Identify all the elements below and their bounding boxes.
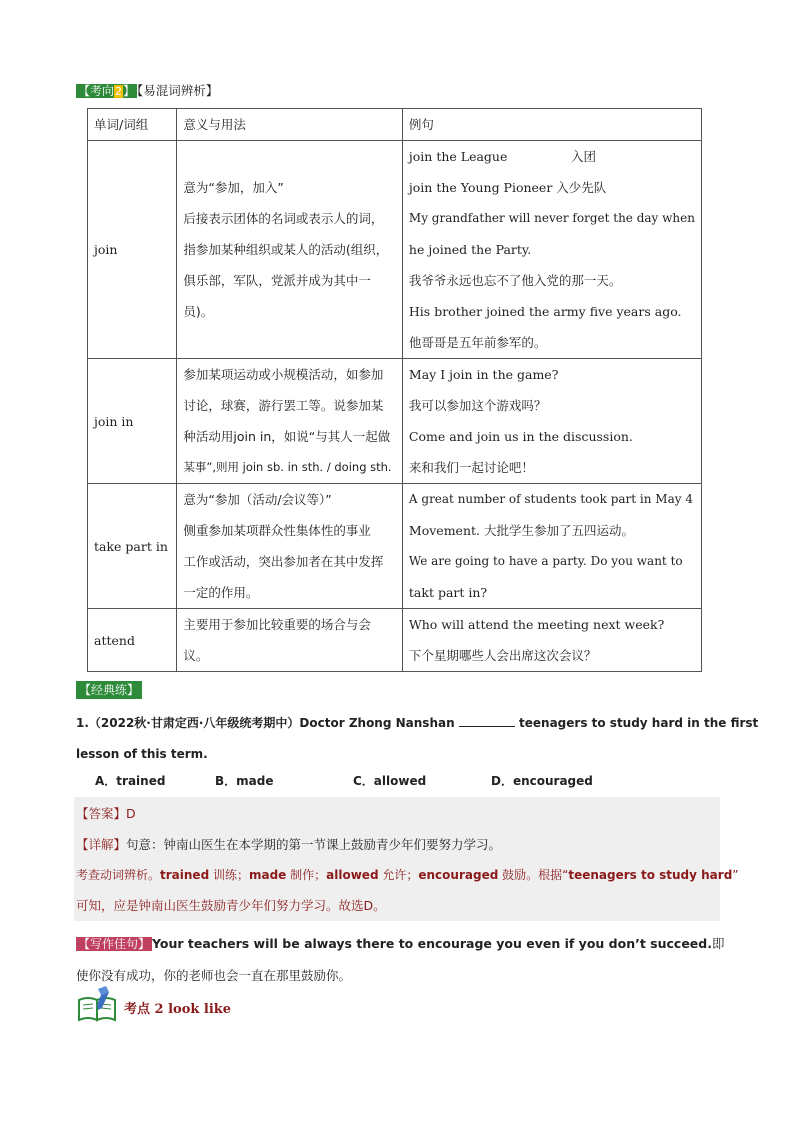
analysis-word: allowed [326,868,379,882]
option-b[interactable]: B．made [215,774,274,788]
analysis-word: made [248,868,287,882]
section-heading [76,82,218,101]
detail-text: 句意：钟南山医生在本学期的第一节课上鼓励青少年们要努力学习。 [126,837,502,852]
writing-sentence [76,928,726,991]
analysis-word: teenagers to study hard [568,868,733,882]
meaning-line: 议。 [183,648,209,663]
table-row [88,359,702,484]
meaning-line: 工作或活动，突出参加者在其中发挥 [183,554,384,569]
answer-label: 【答案】D [76,806,136,821]
example-line: join the League 入团 [408,149,596,164]
example-line: A great number of students took part in May 4 [408,492,693,506]
question-prefix: 1.（2022秋·甘肃定西·八年级统考期中）Doctor Zhong Nanshan [76,716,455,730]
word-cell: attend [88,609,177,672]
key-point-title: 考点 2 look like [124,1001,232,1017]
meaning-line: 俱乐部，军队，党派并成为其中一 [183,273,371,288]
meaning-line: 主要用于参加比较重要的场合与会 [183,617,371,632]
example-line: Who will attend the meeting next week? [408,617,665,632]
example-line: My grandfather will never forget the day when [408,211,695,225]
table-row [88,484,702,609]
analysis-text: 制作； [286,868,327,882]
section-number: 2 [115,85,123,98]
meaning-line: 讨论，球赛，游行罢工等。说参加某 [183,398,384,413]
example-cell [402,141,701,359]
header-word: 单词/词组 [88,109,177,141]
word-cell: join in [88,359,177,484]
table-row [88,609,702,672]
example-line: 我可以参加这个游戏吗？ [408,398,547,413]
example-cell [402,609,701,672]
example-line: 下个星期哪些人会出席这次会议？ [408,648,597,663]
example-line: Movement. 大批学生参加了五四运动。 [408,523,634,538]
question-suffix: teenagers to study hard in the first [519,716,759,730]
option-c[interactable]: C．allowed [353,774,427,788]
answer-analysis [76,865,739,885]
book-pencil-icon [76,986,120,1028]
example-cell [402,359,701,484]
meaning-cell [177,484,403,609]
header-example: 例句 [402,109,701,141]
writing-english: Your teachers will be always there to encourage you even if you don’t succeed. [152,936,712,951]
key-point [76,986,231,1028]
example-line: 他哥哥是五年前参军的。 [408,335,547,350]
usage-table [87,108,702,672]
analysis-word: encouraged [418,868,499,882]
section-tag: 【考向2】 [78,84,136,98]
section-title: 【易混词辨析】 [137,83,219,98]
option-d[interactable]: D．encouraged [491,774,593,788]
practice-tag: 【经典练】 [76,681,142,699]
meaning-line: 员)。 [183,304,214,319]
option-a[interactable]: A．trained [95,774,166,788]
meaning-cell [177,359,403,484]
meaning-line: 参加某项运动或小规模活动，如参加 [183,367,384,382]
table-row [88,141,702,359]
meaning-line: 侧重参加某项群众性集体性的事业 [183,523,371,538]
writing-tag: 【写作佳句】 [78,937,151,951]
word-cell: join [88,141,177,359]
answer-detail [76,835,501,855]
question-line-2: lesson of this term. [76,747,208,761]
meaning-cell [177,609,403,672]
detail-label: 【详解】 [76,837,127,852]
example-line: May I join in the game? [408,367,559,382]
meaning-line: 意为“参加，加入” [183,180,284,195]
example-line: 我爷爷永远也忘不了他入党的那一天。 [408,273,622,288]
example-line: 来和我们一起讨论吧！ [408,460,534,475]
example-line: he joined the Party. [408,242,532,257]
header-meaning: 意义与用法 [177,109,403,141]
answer-conclusion: 可知，应是钟南山医生鼓励青少年们努力学习。故选D。 [76,898,386,913]
meaning-line: 种活动用join in，如说“与其人一起做 [183,429,391,444]
example-line: We are going to have a party. Do you want to [408,554,683,568]
analysis-text: 允许； [378,868,419,882]
analysis-text: 鼓励。根据“ [498,868,569,882]
answer-blank[interactable] [459,712,515,727]
question-line-1 [76,708,759,739]
example-line: join the Young Pioneer 入少先队 [408,180,607,195]
options [95,770,593,792]
example-line: His brother joined the army five years ago. [408,304,682,319]
meaning-line: 后接表示团体的名词或表示人的词， [183,211,384,226]
analysis-text: 训练； [209,868,249,882]
writing-chinese: 即使你没有成功，你的老师也会一直在那里鼓励你。 [76,936,725,983]
table-header-row [88,109,702,141]
meaning-line: 某事”,则用 join sb. in sth. / doing sth. [183,460,392,474]
analysis-text: 考查动词辨析。 [76,868,161,882]
analysis-text: ” [732,868,739,882]
example-line: takt part in? [408,585,488,600]
analysis-word: trained [160,868,210,882]
example-line: Come and join us in the discussion. [408,429,633,444]
question [76,708,759,770]
meaning-line: 指参加某种组织或某人的活动(组织， [183,242,389,257]
meaning-line: 意为“参加（活动/会议等）” [183,492,332,507]
example-cell [402,484,701,609]
meaning-cell [177,141,403,359]
word-cell: take part in [88,484,177,609]
meaning-line: 一定的作用。 [183,585,259,600]
